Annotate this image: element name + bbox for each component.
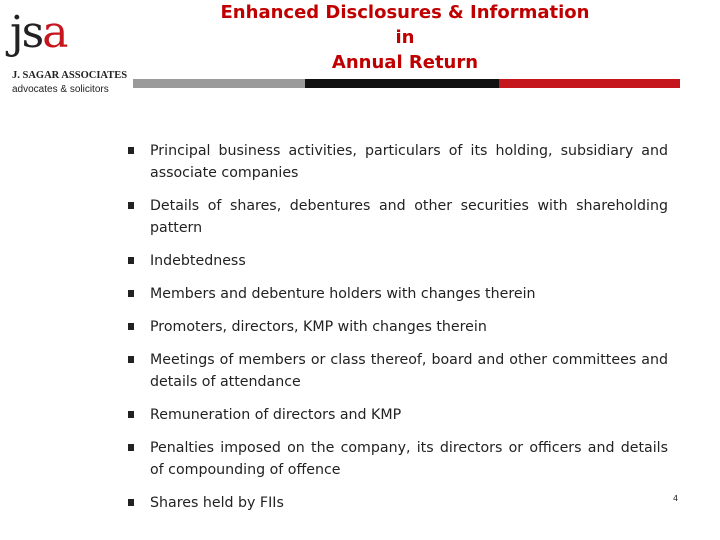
- title-line-3: Annual Return: [331, 52, 479, 73]
- square-bullet-icon: [128, 444, 134, 451]
- page-number: 4: [673, 494, 679, 503]
- bullet-item: [128, 140, 668, 184]
- bullet-text: Penalties imposed on the company, its directors or officers and details of compounding of offence: [150, 440, 668, 478]
- bullet-item: [128, 492, 668, 514]
- square-bullet-icon: [128, 411, 134, 418]
- logo-mark-prefix: js: [10, 7, 43, 58]
- bullet-item: [128, 437, 668, 481]
- square-bullet-icon: [128, 257, 134, 264]
- title-line-1: Enhanced Disclosures & Information: [220, 2, 590, 23]
- square-bullet-icon: [128, 356, 134, 363]
- header-bar-black: [305, 79, 499, 88]
- bullet-text: Principal business activities, particulars of its holding, subsidiary and associate companies: [150, 143, 668, 181]
- bullet-text: Details of shares, debentures and other securities with shareholding pattern: [150, 198, 668, 236]
- logo-tagline: advocates & solicitors: [12, 84, 109, 95]
- square-bullet-icon: [128, 202, 134, 209]
- bullet-item: [128, 349, 668, 393]
- logo-mark-suffix: a: [42, 7, 67, 58]
- logo-firm-name: J. SAGAR ASSOCIATES: [12, 70, 128, 81]
- bullet-item: [128, 283, 668, 305]
- bullet-text: Promoters, directors, KMP with changes therein: [150, 319, 487, 335]
- bullet-text: Remuneration of directors and KMP: [150, 407, 402, 423]
- bullet-item: [128, 195, 668, 239]
- bullet-text: Indebtedness: [150, 253, 246, 269]
- bullet-text: Members and debenture holders with changes therein: [150, 286, 536, 302]
- square-bullet-icon: [128, 499, 134, 506]
- bullet-text: Meetings of members or class thereof, board and other committees and details of attendance: [150, 352, 668, 390]
- slide-title: [215, 0, 595, 75]
- header-bar-gray: [133, 79, 305, 88]
- logo-mark: [10, 8, 66, 58]
- firm-logo: [10, 7, 128, 98]
- title-line-2: in: [395, 27, 415, 48]
- bullet-item: [128, 316, 668, 338]
- header-bar-red: [499, 79, 680, 88]
- bullet-list: [128, 140, 668, 514]
- square-bullet-icon: [128, 323, 134, 330]
- bullet-item: [128, 250, 668, 272]
- bullet-item: [128, 404, 668, 426]
- bullet-text: Shares held by FIIs: [150, 495, 284, 511]
- square-bullet-icon: [128, 290, 134, 297]
- square-bullet-icon: [128, 147, 134, 154]
